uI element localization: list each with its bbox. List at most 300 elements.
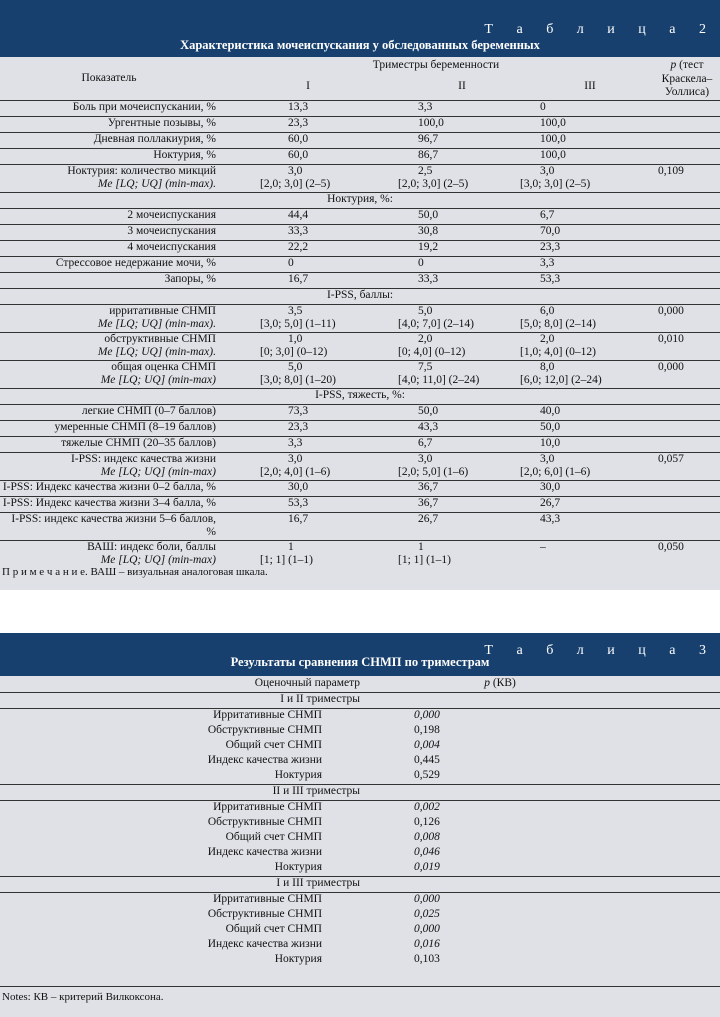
cell-value-main: 33,3	[288, 224, 309, 237]
row-label-text: общая оценка СНМП	[111, 360, 216, 373]
cell-value-main: 100,0	[540, 132, 566, 145]
cell-value	[526, 132, 654, 148]
p-value: 0,002	[400, 801, 600, 817]
table-row	[0, 953, 720, 968]
cell-value-main: 3,0	[288, 452, 303, 465]
cell-p-value: 0,010	[654, 332, 720, 360]
row-label-text: I-PSS: Индекс качества жизни 0–2 балла, %	[2, 480, 216, 493]
cell-value	[398, 452, 526, 480]
cell-value	[218, 452, 398, 480]
cell-value-range: [2,0; 4,0] (1–6)	[260, 466, 331, 478]
cell-p-value	[654, 420, 720, 436]
row-label	[0, 404, 218, 420]
table3-col-param: Оценочный параметр	[254, 677, 360, 689]
row-label	[0, 272, 218, 288]
table-row	[0, 240, 720, 256]
cell-p-value	[654, 496, 720, 512]
cell-value	[218, 404, 398, 420]
p-value: 0,198	[414, 724, 440, 736]
cell-p-value	[654, 224, 720, 240]
table3-title: Результаты сравнения СНМП по триместрам	[230, 655, 490, 669]
cell-value-main: 60,0	[288, 132, 309, 145]
cell-value-main: 43,3	[540, 512, 561, 525]
table-row	[0, 754, 720, 769]
cell-value	[398, 240, 526, 256]
cell-value-main: 23,3	[288, 420, 309, 433]
cell-value-main: 33,3	[418, 272, 439, 285]
cell-value-main: 6,7	[418, 436, 433, 449]
cell-value	[218, 100, 398, 116]
group-spacer	[600, 877, 720, 893]
cell-value-main: 26,7	[418, 512, 439, 525]
cell-value	[398, 436, 526, 452]
row-spacer	[600, 801, 720, 817]
param-label: Общий счет СНМП	[225, 739, 322, 751]
table-row	[0, 831, 720, 846]
row-label-text: 2 мочеиспускания	[127, 208, 216, 221]
cell-value	[218, 240, 398, 256]
table-row	[0, 148, 720, 164]
row-label-text: умеренные СНМП (8–19 баллов)	[54, 420, 216, 433]
cell-value-main: 0	[288, 256, 294, 269]
cell-value-main: 16,7	[288, 272, 309, 285]
cell-value-main: 1	[418, 540, 424, 553]
cell-value	[398, 404, 526, 420]
cell-value	[398, 512, 526, 540]
cell-p-value	[654, 240, 720, 256]
cell-value-main: 3,5	[288, 304, 303, 317]
row-label	[0, 304, 218, 332]
row-label	[0, 208, 218, 224]
cell-value	[218, 132, 398, 148]
cell-value-main: 0	[418, 256, 424, 269]
row-label	[0, 512, 218, 540]
cell-value-main: 53,3	[540, 272, 561, 285]
p-value: 0,126	[414, 816, 440, 828]
row-spacer	[600, 739, 720, 754]
row-label-sub: Me [LQ; UQ] (min-max)	[100, 466, 216, 478]
table3	[0, 676, 720, 968]
table-row	[0, 360, 720, 388]
p-value: 0,445	[414, 754, 440, 766]
table-row	[0, 846, 720, 861]
cell-value-main: 6,0	[540, 304, 555, 317]
group-row	[0, 877, 720, 893]
cell-value	[218, 208, 398, 224]
cell-value	[526, 480, 654, 496]
cell-value-main: 60,0	[288, 148, 309, 161]
row-label	[0, 224, 218, 240]
table-row	[0, 100, 720, 116]
table-row	[0, 861, 720, 877]
row-label	[0, 240, 218, 256]
cell-value-range: [1; 1] (1–1)	[398, 554, 452, 566]
cell-value	[398, 496, 526, 512]
table-row	[0, 938, 720, 953]
cell-value-main: 26,7	[540, 496, 561, 509]
cell-value-range: [2,0; 6,0] (1–6)	[520, 466, 591, 478]
cell-value-main: 2,0	[540, 332, 555, 345]
cell-value-main: 40,0	[540, 404, 561, 417]
cell-value-main: 3,3	[418, 100, 433, 113]
param-label: Ноктурия	[274, 953, 322, 965]
cell-value-main: 3,0	[540, 452, 555, 465]
param-label: Индекс качества жизни	[207, 846, 322, 858]
cell-value-main: 19,2	[418, 240, 439, 253]
row-label-text: Ноктурия, %	[153, 148, 216, 161]
cell-value-range: [0; 3,0] (0–12)	[260, 346, 328, 358]
section-row	[0, 388, 720, 404]
row-label-text: I-PSS: индекс качества жизни	[70, 452, 216, 465]
param-label: Обструктивные СНМП	[207, 908, 322, 920]
cell-value	[526, 256, 654, 272]
cell-value	[398, 332, 526, 360]
cell-value	[218, 116, 398, 132]
cell-value-main: 100,0	[418, 116, 444, 129]
cell-value-main: 73,3	[288, 404, 309, 417]
section-row	[0, 288, 720, 304]
p-value: 0,046	[414, 846, 440, 858]
row-spacer	[600, 953, 720, 968]
table2-col-p: p (тест Краскела–Уоллиса)	[661, 59, 713, 98]
trimester-header: III	[584, 79, 596, 92]
table2-note: П р и м е ч а н и е. ВАШ – визуальная аналоговая шкала.	[2, 566, 268, 578]
cell-value-main: –	[540, 540, 546, 553]
param-label: Обструктивные СНМП	[207, 816, 322, 828]
table-row	[0, 132, 720, 148]
cell-value-main: 5,0	[418, 304, 433, 317]
p-value: 0,016	[414, 938, 440, 950]
cell-value-range: [4,0; 11,0] (2–24)	[398, 374, 480, 386]
cell-value-range: [3,0; 5,0] (1–11)	[260, 318, 336, 330]
cell-p-value	[654, 512, 720, 540]
cell-value	[526, 224, 654, 240]
cell-value	[520, 452, 654, 480]
cell-value-main: 22,2	[288, 240, 309, 253]
row-label-sub: Me [LQ; UQ] (min-max)	[100, 374, 216, 386]
cell-value-range: [2,0; 3,0] (2–5)	[398, 178, 469, 190]
param-label: Общий счет СНМП	[225, 831, 322, 843]
cell-value-main: 3,0	[418, 452, 433, 465]
group-spacer	[600, 693, 720, 709]
table2-col-p-text: (тест Краскела–Уоллиса)	[661, 59, 713, 98]
cell-value	[398, 420, 526, 436]
cell-value-main: 50,0	[540, 420, 561, 433]
cell-value	[218, 332, 398, 360]
cell-value-main: 3,0	[288, 164, 303, 177]
cell-value-main: 3,0	[540, 164, 555, 177]
p-value: 0,004	[414, 739, 440, 751]
cell-value	[398, 272, 526, 288]
row-label-text: легкие СНМП (0–7 баллов)	[81, 404, 216, 417]
table2-header	[0, 0, 720, 57]
row-label	[0, 256, 218, 272]
cell-value	[520, 360, 654, 388]
row-spacer	[600, 923, 720, 938]
cell-value	[398, 224, 526, 240]
cell-value	[526, 100, 654, 116]
row-label-text: тяжелые СНМП (20–35 баллов)	[61, 436, 216, 449]
cell-value-main: 96,7	[418, 132, 439, 145]
cell-p-value	[654, 256, 720, 272]
cell-value	[526, 420, 654, 436]
table-row	[0, 256, 720, 272]
row-label	[0, 496, 218, 512]
p-value: 0,000	[400, 893, 600, 909]
row-label-text: Стрессовое недержание мочи, %	[55, 256, 216, 269]
cell-value	[398, 116, 526, 132]
cell-value-main: 6,7	[540, 208, 555, 221]
cell-value	[520, 304, 654, 332]
cell-value-main: 50,0	[418, 208, 439, 221]
p-value: 0,000	[400, 709, 600, 725]
cell-value-range: [5,0; 8,0] (2–14)	[520, 318, 597, 330]
cell-value-main: 30,8	[418, 224, 439, 237]
cell-value	[526, 148, 654, 164]
cell-value-main: 53,3	[288, 496, 309, 509]
cell-p-value	[654, 272, 720, 288]
cell-p-value	[654, 148, 720, 164]
row-spacer	[600, 908, 720, 923]
table-row	[0, 304, 720, 332]
cell-value-main: 23,3	[288, 116, 309, 129]
group-row	[0, 785, 720, 801]
p-value: 0,529	[414, 769, 440, 781]
param-label: Ирритативные СНМП	[0, 709, 400, 725]
cell-value	[398, 208, 526, 224]
cell-value-main: 10,0	[540, 436, 561, 449]
cell-value-main: 16,7	[288, 512, 309, 525]
trimester-header: II	[458, 79, 466, 92]
cell-value-main: 100,0	[540, 148, 566, 161]
row-spacer	[600, 724, 720, 739]
cell-value-main: 30,0	[540, 480, 561, 493]
cell-value-range: [3,0; 8,0] (1–20)	[260, 374, 337, 386]
cell-value	[526, 272, 654, 288]
p-value: 0,103	[414, 953, 440, 965]
cell-value	[218, 420, 398, 436]
cell-value	[526, 436, 654, 452]
cell-value-main: 0	[540, 100, 546, 113]
cell-value	[398, 480, 526, 496]
cell-value	[526, 116, 654, 132]
table-row	[0, 893, 720, 909]
cell-value-range: [1,0; 4,0] (0–12)	[520, 346, 597, 358]
cell-value-main: 36,7	[418, 496, 439, 509]
row-label-text: обструктивные СНМП	[104, 332, 216, 345]
table2-title: Характеристика мочеиспускания у обследованных беременных	[180, 38, 540, 52]
trimester-header: I	[306, 79, 310, 92]
cell-value-main: 2,5	[418, 164, 433, 177]
cell-p-value: 0,109	[654, 164, 720, 192]
cell-value	[218, 304, 398, 332]
row-label	[0, 116, 218, 132]
group-title: II и III триместры	[0, 785, 600, 801]
param-label: Ноктурия	[274, 861, 322, 873]
cell-value	[526, 208, 654, 224]
section-row	[0, 192, 720, 208]
cell-value-main: 23,3	[540, 240, 561, 253]
row-label	[0, 452, 218, 480]
group-title: I и III триместры	[0, 877, 600, 893]
row-label-text: I-PSS: Индекс качества жизни 3–4 балла, %	[2, 496, 216, 509]
cell-value	[520, 332, 654, 360]
row-label-text: ирритативные СНМП	[109, 304, 216, 317]
row-label	[0, 420, 218, 436]
cell-value	[520, 164, 654, 192]
row-label	[0, 132, 218, 148]
table2-col-trimesters: Триместры беременности	[372, 59, 500, 71]
cell-value-main: 36,7	[418, 480, 439, 493]
cell-value	[398, 360, 526, 388]
table3-note: Notes: КВ – критерий Вилкоксона.	[0, 986, 720, 1007]
table-row	[0, 404, 720, 420]
table-row	[0, 512, 720, 540]
cell-value	[526, 404, 654, 420]
row-spacer	[600, 846, 720, 861]
table-row	[0, 816, 720, 831]
cell-value-main: 70,0	[540, 224, 561, 237]
table-row	[0, 724, 720, 739]
table3-col-p: p (КВ)	[484, 677, 516, 689]
table-row	[0, 709, 720, 725]
cell-value-range: [3,0; 3,0] (2–5)	[520, 178, 591, 190]
cell-p-value	[654, 100, 720, 116]
table-row	[0, 272, 720, 288]
table3-header	[0, 633, 720, 676]
cell-p-value	[654, 480, 720, 496]
cell-p-value	[654, 436, 720, 452]
table-row	[0, 769, 720, 785]
cell-value	[218, 496, 398, 512]
row-spacer	[600, 893, 720, 909]
row-label	[0, 148, 218, 164]
cell-value	[218, 480, 398, 496]
p-value: 0,000	[414, 923, 440, 935]
cell-value-range: [2,0; 5,0] (1–6)	[398, 466, 469, 478]
row-label-sub: Me [LQ; UQ] (min-max)	[100, 554, 216, 566]
row-spacer	[600, 754, 720, 769]
row-spacer	[600, 709, 720, 725]
cell-value-range: [0; 4,0] (0–12)	[398, 346, 466, 358]
table2	[0, 57, 720, 568]
cell-value-main: 30,0	[288, 480, 309, 493]
cell-value	[218, 436, 398, 452]
section-title: I-PSS, баллы:	[0, 288, 720, 304]
table3-block	[0, 633, 720, 1017]
row-label-text: Запоры, %	[164, 272, 216, 285]
table3-label: Т а б л и ц а 3	[484, 643, 716, 658]
p-value: 0,008	[414, 831, 440, 843]
cell-p-value	[654, 404, 720, 420]
group-row	[0, 693, 720, 709]
row-label-text: Дневная поллакиурия, %	[93, 132, 216, 145]
cell-value-range: [4,0; 7,0] (2–14)	[398, 318, 475, 330]
table-row	[0, 480, 720, 496]
p-value: 0,019	[414, 861, 440, 873]
row-label-text: Ургентные позывы, %	[107, 116, 216, 129]
table-row	[0, 208, 720, 224]
section-title: I-PSS, тяжесть, %:	[0, 388, 720, 404]
section-title: Ноктурия, %:	[0, 192, 720, 208]
param-label: Индекс качества жизни	[207, 938, 322, 950]
table-row	[0, 496, 720, 512]
table2-label: Т а б л и ц а 2	[484, 22, 716, 37]
cell-value	[218, 360, 398, 388]
cell-value	[218, 164, 398, 192]
row-label	[0, 100, 218, 116]
row-label-text: 4 мочеиспускания	[127, 240, 216, 253]
cell-value-main: 86,7	[418, 148, 439, 161]
table-row	[0, 436, 720, 452]
cell-value-main: 43,3	[418, 420, 439, 433]
row-spacer	[600, 769, 720, 785]
cell-p-value: 0,057	[654, 452, 720, 480]
row-label	[0, 480, 218, 496]
param-label: Ирритативные СНМП	[0, 893, 400, 909]
table-row	[0, 923, 720, 938]
cell-value-main: 3,3	[540, 256, 555, 269]
param-label: Обструктивные СНМП	[207, 724, 322, 736]
row-spacer	[600, 938, 720, 953]
table-row	[0, 420, 720, 436]
cell-value	[526, 496, 654, 512]
cell-p-value: 0,000	[654, 304, 720, 332]
row-label-sub: Me [LQ; UQ] (min-max).	[97, 346, 216, 358]
row-spacer	[600, 831, 720, 846]
cell-value-range: [1; 1] (1–1)	[260, 554, 314, 566]
table-row	[0, 116, 720, 132]
row-label-text: Боль при мочеиспускании, %	[72, 100, 216, 113]
cell-value	[218, 148, 398, 164]
p-value: 0,025	[414, 908, 440, 920]
group-spacer	[600, 785, 720, 801]
cell-value-main: 1,0	[288, 332, 303, 345]
row-label-sub: Me [LQ; UQ] (min-max).	[97, 318, 216, 330]
cell-value	[218, 224, 398, 240]
row-spacer	[600, 816, 720, 831]
cell-value	[398, 304, 526, 332]
table-row	[0, 224, 720, 240]
cell-value-range: [2,0; 3,0] (2–5)	[260, 178, 331, 190]
param-label: Общий счет СНМП	[225, 923, 322, 935]
cell-value-main: 2,0	[418, 332, 433, 345]
cell-p-value	[654, 116, 720, 132]
cell-value-main: 3,3	[288, 436, 303, 449]
cell-value	[398, 148, 526, 164]
cell-value	[218, 272, 398, 288]
table-row	[0, 452, 720, 480]
cell-value	[398, 132, 526, 148]
cell-p-value: 0,050	[654, 540, 720, 568]
cell-value-main: 5,0	[288, 360, 303, 373]
row-label	[0, 332, 218, 360]
cell-value-main: 13,3	[288, 100, 309, 113]
cell-value	[218, 256, 398, 272]
row-label-sub: Me [LQ; UQ] (min-max).	[97, 178, 216, 190]
row-label	[0, 360, 218, 388]
cell-value-main: 44,4	[288, 208, 309, 221]
table-row	[0, 164, 720, 192]
param-label: Ноктурия	[274, 769, 322, 781]
cell-value	[526, 512, 654, 540]
cell-p-value: 0,000	[654, 360, 720, 388]
group-title: I и II триместры	[0, 693, 600, 709]
cell-value	[218, 512, 398, 540]
table3-col-p-text: (КВ)	[492, 677, 516, 689]
row-label-text: ВАШ: индекс боли, баллы	[87, 540, 216, 553]
table2-col-indicator: Показатель	[81, 71, 137, 84]
